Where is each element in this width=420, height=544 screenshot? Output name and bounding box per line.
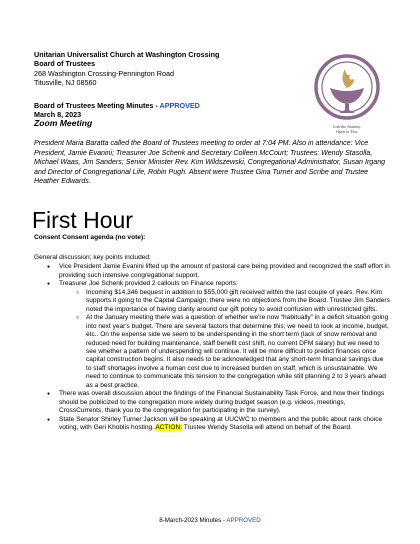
address-line-1: 268 Washington Crossing-Pennington Road xyxy=(34,68,174,78)
list-item xyxy=(47,280,390,390)
meeting-title xyxy=(34,101,200,110)
logo-caption-line-2: Open to You. xyxy=(335,129,359,134)
list-item-text: State Senator Shirley Turner Jackson will be speaking at UUCWC to members and the public about rank choice voting, with Geri Khoblis hosting. xyxy=(59,415,383,432)
section-heading: First Hour xyxy=(32,207,133,233)
meeting-date: March 8, 2023 xyxy=(34,110,82,119)
discussion-intro: General discussion; key points included: xyxy=(34,254,151,261)
list-item: ● Vice President Jamie Evanini lifted up the amount of pastoral care being provided and recognized the staff effort in providing such intensive congregational support. xyxy=(47,263,390,280)
consent-agenda-label: Consent Consent agenda (no vote): xyxy=(34,234,146,241)
list-item: ● There was overall discussion about the findings of the Financial Sustainability Task Force, and how their findings should be publicized to the congregation more widely during budget season (e.g. videos, meetings, CrossCurrents, thank you to the congregation for participating in the survey). xyxy=(47,390,390,415)
meeting-type: Zoom Meeting xyxy=(34,118,93,128)
letterhead xyxy=(34,50,304,88)
board-name: Board of Trustees xyxy=(34,59,96,69)
meeting-title-prefix: Board of Trustees Meeting Minutes - xyxy=(34,101,160,110)
address-line-2: Titusville, NJ 08560 xyxy=(34,78,97,88)
approved-status: APPROVED xyxy=(159,101,200,110)
attendance-paragraph: President Maria Baratta called the Board of Trustees meeting to order at 7:04 PM. Also in attendance: Vice President, Jamie Evanini; Treasurer Joe Schenk and Secretary Colleen McCourt; Trustees: Wendy Stasolla, Michael Waas, Jim Sanders; Senior Minister Rev. Kim Wildszewski, Congregational Administrator, Susan Irgang and Director of Congregational Life, Robin Pugh. Absent were Trustee Gina Turner and Scribe and Trustee Heather Edwards. xyxy=(34,139,386,185)
footer-status: APPROVED xyxy=(226,517,261,524)
list-item-text: Trustee Wendy Stasolla will attend on behalf of the Board. xyxy=(182,424,352,432)
list-item-text: Treasurer Joe Schenk provided 2 callouts on Finance reports: xyxy=(59,280,238,288)
logo-caption xyxy=(305,124,389,134)
action-highlight: ACTION: xyxy=(155,424,182,432)
footer-prefix: 8-March-2023 Minutes - xyxy=(159,517,227,524)
discussion-list xyxy=(34,263,390,432)
logo-caption-line-1: Join the Journey. xyxy=(332,124,362,129)
list-item xyxy=(47,416,390,433)
page-footer xyxy=(0,517,420,524)
sub-list xyxy=(59,289,390,390)
discussion-body xyxy=(34,254,390,433)
meeting-info xyxy=(34,101,200,128)
sub-list-item: ○ At the January meeting there was a question of whether we're now “habitually” in a deficit situation going into next year's budget. There are several factors that determine this; we need to look at income, budget, etc.. On the expense side we seem to be underspending in the short term (lack of snow removal and reduced need for building maintenance, staff benefit cost shift, no current DFM salary) but we need to see whether a pattern of underspending will continue. It will be more difficult to predict finances once capital construction begins. It also needs to be acknowledged that any short-term financial savings due to staff shortages involve a human cost due to increased burden on staff, which is unsustainable. We need to continue to communicate this tension to the congregation while still planning 2 to 3 years ahead as a best practice. xyxy=(76,314,390,390)
sub-list-item: ○ Incoming $14,346 bequest in addition to $55,000 gift received within the last couple of years. Rev. Kim supports it going to the Capital Campaign; there were no objections from the Board. Trustee Jim Sanders noted the importance of having clarity around our gift policy to avoid confusion with unrestricted gifts. xyxy=(76,289,390,314)
chalice-logo xyxy=(312,52,382,122)
org-name: Unitarian Universalist Church at Washington Crossing xyxy=(34,50,220,59)
